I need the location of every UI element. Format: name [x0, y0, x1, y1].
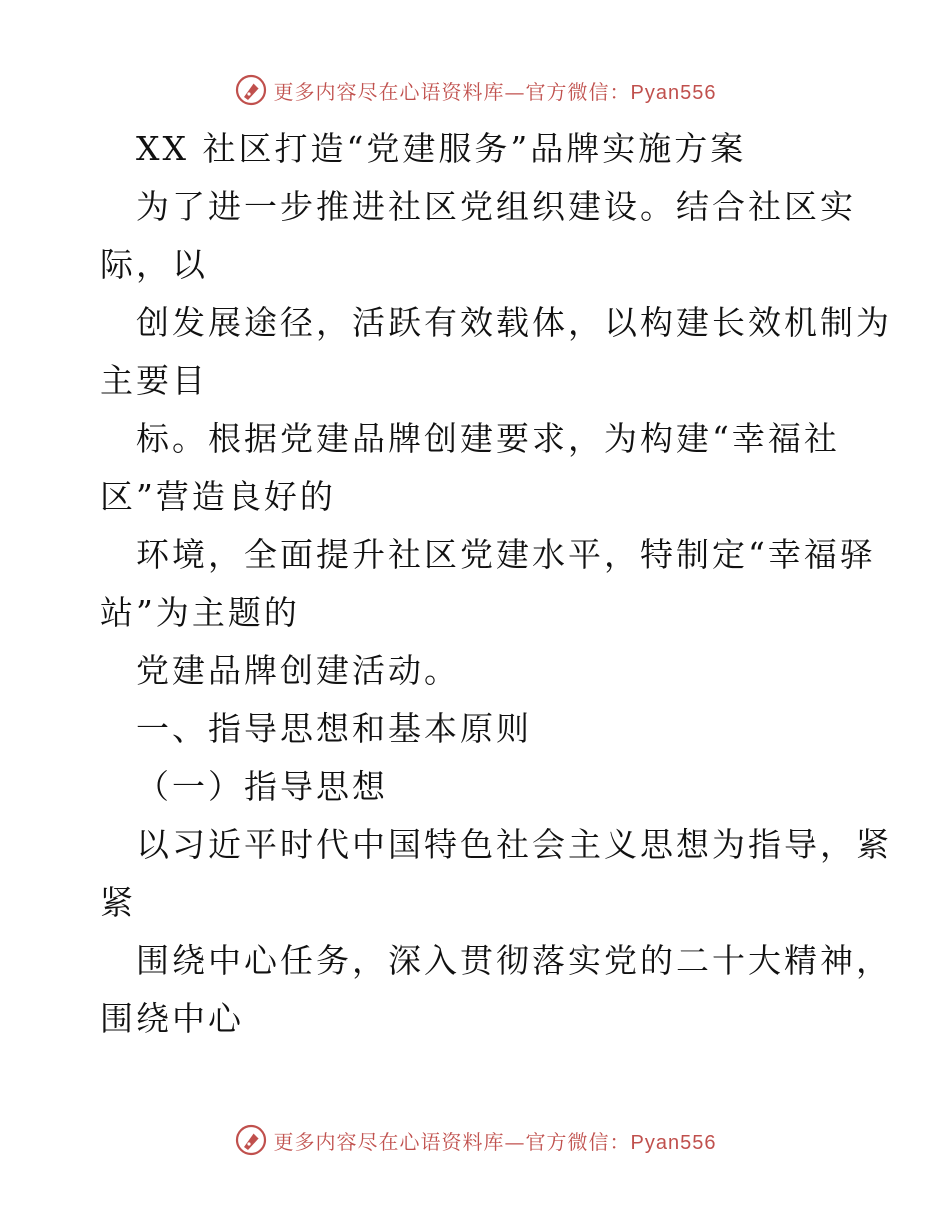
- footer-banner[interactable]: [0, 1120, 950, 1160]
- banner-wechat-id: Pyan556: [630, 81, 717, 104]
- paragraph-line: 紧: [100, 883, 136, 922]
- banner-slogan: 更多内容尽在心语资料库: [273, 1129, 505, 1154]
- paragraph-line: 围绕中心: [100, 999, 244, 1038]
- paragraph-line: 区”营造良好的: [100, 477, 336, 516]
- paragraph-line: 以习近平时代中国特色社会主义思想为指导，紧: [136, 825, 892, 864]
- banner-wechat-label: 官方微信：: [525, 79, 631, 104]
- paragraph-line: 为了进一步推进社区党组织建设。结合社区实: [136, 187, 856, 226]
- banner-separator: —: [504, 79, 526, 104]
- pen-nib-logo-icon: [234, 1123, 268, 1157]
- banner-wechat-label: 官方微信：: [525, 1129, 631, 1154]
- paragraph-line: 创发展途径，活跃有效载体，以构建长效机制为: [136, 303, 892, 342]
- paragraph-line: 际，以: [100, 245, 208, 284]
- paragraph-line: 标。根据党建品牌创建要求，为构建“幸福社: [136, 419, 840, 458]
- paragraph-line: 党建品牌创建活动。: [136, 651, 460, 690]
- document-body: [100, 120, 892, 1048]
- banner-wechat-id: Pyan556: [630, 1131, 717, 1154]
- header-banner[interactable]: [0, 70, 950, 110]
- paragraph-line: 环境，全面提升社区党建水平，特制定“幸福驿: [136, 535, 876, 574]
- banner-text: [274, 76, 717, 105]
- pen-nib-logo-icon: [234, 73, 268, 107]
- banner-slogan: 更多内容尽在心语资料库: [273, 79, 505, 104]
- section-heading: 一、指导思想和基本原则: [136, 709, 532, 748]
- banner-text: [274, 1126, 717, 1155]
- paragraph-line: 围绕中心任务，深入贯彻落实党的二十大精神，: [136, 941, 892, 980]
- banner-separator: —: [504, 1129, 526, 1154]
- paragraph-line: 主要目: [100, 361, 208, 400]
- subsection-heading: （一）指导思想: [136, 767, 388, 806]
- paragraph-line: 站”为主题的: [100, 593, 300, 632]
- document-title: XX 社区打造“党建服务”品牌实施方案: [136, 129, 747, 168]
